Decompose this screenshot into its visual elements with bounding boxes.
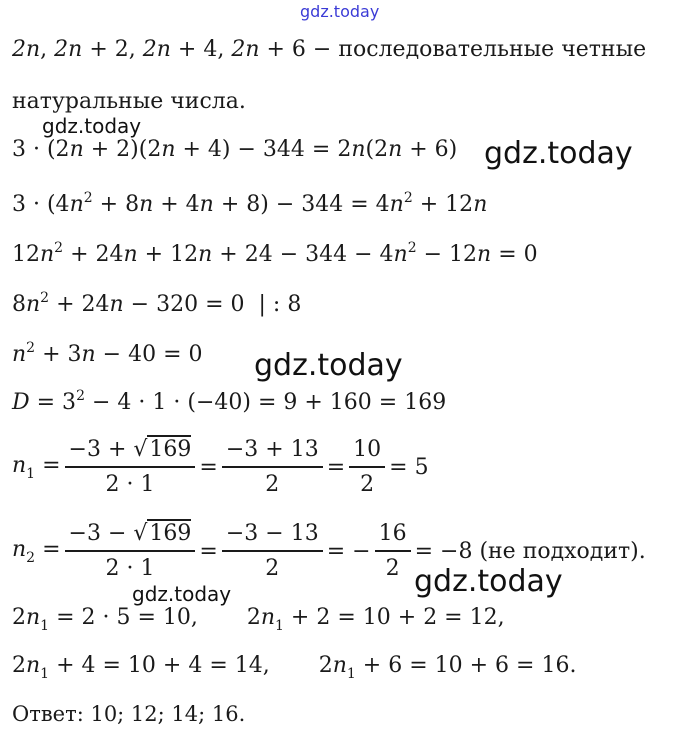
intro-text: − последовательные четные xyxy=(305,37,647,62)
result-line-1: $2n_1 = 2 \cdot 5 = 10$, $2n_1 + 2 = 10 + 2 = 12$, xyxy=(12,605,505,634)
answer-line: Ответ: 10; 12; 14; 16. xyxy=(12,702,246,726)
equation-1: 3 · (2n + 2)(2n + 4) − 344 = 2n(2n + 6) xyxy=(12,137,458,162)
equation-discriminant: $D = 3^2 - 4 \cdot 1 \cdot (-40) = 9 + 160 = 169$ xyxy=(12,388,447,415)
not-fit-text: (не подходит). xyxy=(479,538,646,564)
intro-line-1: 2n, 2n + 2, 2n + 4, 2n + 6 − последовательные четные xyxy=(12,37,647,62)
watermark-2: gdz.today xyxy=(484,136,633,171)
equation-2: $3 \cdot (4n^2 + 8n + 4n + 8) - 344 = 4n^2 + 12n$ xyxy=(12,190,488,217)
equation-4: $8n^2 + 24n - 320 = 0$ | : 8 xyxy=(12,290,302,317)
watermark-4: gdz.today xyxy=(414,564,563,599)
watermark-3: gdz.today xyxy=(254,348,403,383)
equation-3: $12n^2 + 24n + 12n + 24 - 344 - 4n^2 - 12n = 0$ xyxy=(12,240,538,267)
watermark-5: gdz.today xyxy=(132,582,232,606)
equation-n1: $n_1$ = $\frac{-3 + √169}{2 \cdot 1}$ = $\frac{-3 + 13}{2}$ = $\frac{10}{2}$ = 5 xyxy=(12,437,429,497)
equation-5: $n^2 + 3n - 40 = 0$ xyxy=(12,340,203,367)
watermark-1: gdz.today xyxy=(42,114,142,138)
equation-n2: $n_2$ = $\frac{-3 - √169}{2 \cdot 1}$ = $\frac{-3 - 13}{2}$ = − $\frac{16}{2}$ = −8 (не подходит). xyxy=(12,521,646,581)
intro-line-2: натуральные числа. xyxy=(12,89,246,114)
result-line-2: $2n_1 + 4 = 10 + 4 = 14$, $2n_1 + 6 = 10 + 6 = 16$. xyxy=(12,653,577,682)
watermark-top: gdz.today xyxy=(300,2,380,21)
